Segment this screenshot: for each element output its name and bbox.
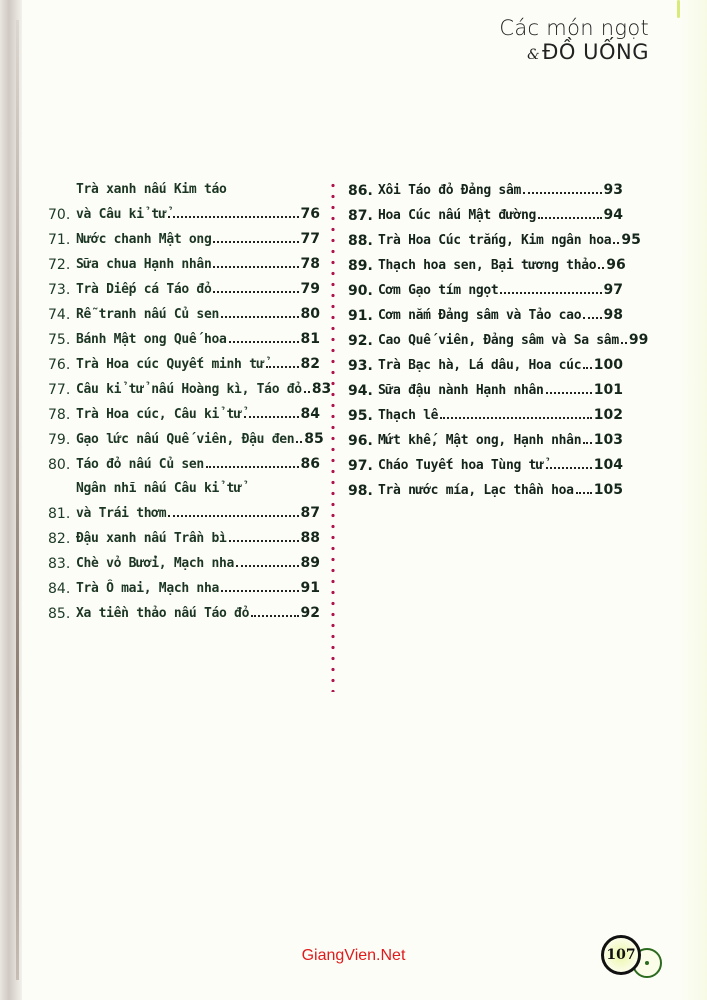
toc-entry-line bbox=[378, 328, 648, 353]
corner-mark bbox=[677, 0, 680, 18]
toc-entry-page-number: 81 bbox=[300, 331, 320, 347]
toc-entry-page-number: 92 bbox=[300, 605, 320, 621]
toc-entry-number: 92. bbox=[348, 333, 373, 349]
toc-entry-title: Chè vỏ Bưởi, Mạch nha bbox=[76, 556, 235, 571]
toc-entry-line bbox=[76, 402, 320, 427]
toc-entry-title: Thạch hoa sen, Bại tương thảo bbox=[378, 258, 597, 273]
toc-entry-title: và Trái thơm bbox=[76, 506, 167, 521]
toc-entry-title: Trà Diếp cá Táo đỏ bbox=[76, 282, 212, 297]
toc-entry-body bbox=[378, 303, 623, 328]
toc-entry-body bbox=[76, 277, 320, 302]
toc-entry-body bbox=[378, 428, 623, 453]
toc-entry-page-number: 87 bbox=[300, 505, 320, 521]
toc-entry[interactable] bbox=[48, 576, 320, 601]
toc-entry-number: 87. bbox=[348, 208, 373, 224]
toc-entry-number: 85. bbox=[48, 606, 71, 622]
toc-entry[interactable] bbox=[48, 252, 320, 277]
toc-entry-title: Bánh Mật ong Quế hoa bbox=[76, 332, 227, 347]
toc-entry-page-number: 96 bbox=[606, 257, 626, 273]
dot-leader bbox=[440, 417, 592, 419]
dot-leader bbox=[296, 441, 302, 443]
toc-entry-title: Xôi Táo đỏ Đảng sâm bbox=[378, 183, 522, 198]
toc-entry-title: Trà Hoa Cúc trắng, Kim ngân hoa bbox=[378, 233, 612, 248]
dot-leader bbox=[546, 467, 592, 469]
toc-entry[interactable] bbox=[48, 302, 320, 327]
dot-leader bbox=[168, 216, 298, 218]
dot-leader bbox=[304, 391, 310, 393]
toc-entry[interactable] bbox=[348, 203, 623, 228]
toc-entry-number: 86. bbox=[348, 183, 373, 199]
toc-entry-page-number: 103 bbox=[593, 432, 623, 448]
toc-entry-body bbox=[378, 478, 623, 503]
toc-entry-line bbox=[378, 203, 623, 228]
toc-entry[interactable] bbox=[48, 352, 320, 377]
toc-entry-body bbox=[76, 576, 320, 601]
toc-entry-number: 72. bbox=[48, 257, 71, 273]
dot-leader bbox=[500, 292, 601, 294]
toc-entry-title: Rễ tranh nấu Củ sen bbox=[76, 307, 220, 322]
header-ampersand: & bbox=[527, 47, 541, 63]
header-title-line2-text: ĐỒ UỐNG bbox=[542, 40, 649, 64]
dot-leader bbox=[229, 540, 299, 542]
toc-entry-body bbox=[76, 352, 320, 377]
toc-entry-body bbox=[76, 402, 320, 427]
toc-entry-title: Cháo Tuyết hoa Tùng tử bbox=[378, 458, 544, 473]
toc-entry-page-number: 85 bbox=[304, 431, 324, 447]
toc-entry-body bbox=[378, 403, 623, 428]
dot-leader bbox=[213, 241, 298, 243]
toc-entry-title: Ngân nhĩ nấu Câu kỉ tử bbox=[76, 481, 242, 496]
toc-entry-line bbox=[378, 253, 626, 278]
toc-entry-line bbox=[76, 227, 320, 252]
toc-entry-line bbox=[378, 228, 641, 253]
toc-entry-page-number: 80 bbox=[300, 306, 320, 322]
toc-entry-body bbox=[378, 278, 623, 303]
toc-entry-number: 89. bbox=[348, 258, 373, 274]
toc-entry-body bbox=[76, 252, 320, 277]
toc-entry[interactable] bbox=[48, 178, 320, 227]
toc-entry[interactable] bbox=[48, 601, 320, 626]
toc-entry-page-number: 89 bbox=[300, 555, 320, 571]
toc-entry-number: 78. bbox=[48, 407, 71, 423]
toc-entry-body bbox=[378, 253, 626, 278]
toc-entry-title: Xa tiền thảo nấu Táo đỏ bbox=[76, 606, 250, 621]
toc-entry-page-number: 79 bbox=[300, 281, 320, 297]
dot-leader bbox=[613, 242, 619, 244]
toc-entry-line bbox=[378, 303, 623, 328]
toc-entry-body bbox=[76, 551, 320, 576]
toc-entry-body bbox=[76, 227, 320, 252]
toc-entry-number: 88. bbox=[348, 233, 373, 249]
toc-entry-page-number: 77 bbox=[300, 231, 320, 247]
toc-entry-page-number: 91 bbox=[300, 580, 320, 596]
dot-leader bbox=[576, 492, 592, 494]
toc-entry-number: 82. bbox=[48, 531, 71, 547]
toc-entry-line bbox=[76, 352, 320, 377]
header-title-line1: Các món ngọt bbox=[499, 16, 649, 40]
toc-entry-title: Nước chanh Mật ong bbox=[76, 232, 212, 247]
toc-entry-title: Thạch lê bbox=[378, 408, 439, 423]
toc-entry[interactable] bbox=[48, 377, 332, 402]
toc-entry-title: Đậu xanh nấu Trần bì bbox=[76, 531, 227, 546]
toc-entry-line bbox=[76, 277, 320, 302]
dot-leader bbox=[213, 291, 298, 293]
toc-entry-number: 77. bbox=[48, 382, 71, 398]
toc-entry-page-number: 102 bbox=[593, 407, 623, 423]
toc-entry-page-number: 104 bbox=[593, 457, 623, 473]
toc-entry-title: Trà Bạc hà, Lá dâu, Hoa cúc bbox=[378, 358, 582, 373]
toc-entry-number: 73. bbox=[48, 282, 71, 298]
toc-entry[interactable] bbox=[48, 452, 320, 477]
toc-entry[interactable] bbox=[48, 227, 320, 252]
toc-entry-number: 98. bbox=[348, 483, 373, 499]
toc-entry-title: Trà Ô mai, Mạch nha bbox=[76, 581, 220, 596]
toc-entry-page-number: 99 bbox=[628, 332, 649, 348]
toc-entry[interactable] bbox=[48, 477, 320, 526]
toc-entry-title: Sữa đậu nành Hạnh nhân bbox=[378, 383, 544, 398]
toc-entry[interactable] bbox=[348, 453, 623, 478]
toc-entry-number: 96. bbox=[348, 433, 373, 449]
toc-entry-body bbox=[76, 427, 324, 452]
toc-entry-title: Trà Hoa cúc Quyết minh tử bbox=[76, 357, 265, 372]
toc-entry[interactable] bbox=[348, 178, 623, 203]
toc-entry-page-number: 83 bbox=[311, 381, 332, 397]
toc-entry-body bbox=[76, 601, 320, 626]
toc-entry-title: Trà xanh nấu Kim táo bbox=[76, 182, 227, 197]
toc-entry-number: 71. bbox=[48, 232, 71, 248]
dot-leader bbox=[583, 367, 592, 369]
dot-leader bbox=[583, 442, 592, 444]
toc-entry-number: 95. bbox=[348, 408, 373, 424]
toc-entry[interactable] bbox=[348, 428, 623, 453]
toc-entry[interactable] bbox=[48, 327, 320, 352]
dot-leader bbox=[598, 267, 604, 269]
toc-entry[interactable] bbox=[348, 378, 623, 403]
toc-entry-line bbox=[76, 178, 320, 202]
toc-entry-title: Mứt khế, Mật ong, Hạnh nhân bbox=[378, 433, 582, 448]
toc-entry-line bbox=[76, 551, 320, 576]
toc-entry-number: 81. bbox=[48, 506, 71, 522]
toc-entry[interactable] bbox=[48, 402, 320, 427]
toc-entry[interactable] bbox=[48, 427, 324, 452]
toc-entry-page-number: 101 bbox=[593, 382, 623, 398]
toc-entry-title: Cơm nắm Đảng sâm và Tảo cao bbox=[378, 308, 582, 323]
toc-entry[interactable] bbox=[348, 253, 626, 278]
toc-entry[interactable] bbox=[348, 278, 623, 303]
toc-entry-page-number: 105 bbox=[593, 482, 623, 498]
toc-entry-number: 93. bbox=[348, 358, 373, 374]
toc-entry-body bbox=[378, 328, 648, 353]
toc-entry-body bbox=[76, 477, 320, 526]
toc-entry-line bbox=[76, 452, 320, 477]
toc-entry-body bbox=[378, 353, 623, 378]
toc-entry-title: Trà Hoa cúc, Câu kỉ tử bbox=[76, 407, 242, 422]
dot-leader bbox=[221, 316, 299, 318]
toc-entry-page-number: 93 bbox=[603, 182, 623, 198]
toc-entry-title: và Câu kỉ tử bbox=[76, 207, 167, 222]
toc-entry-body bbox=[76, 526, 320, 551]
toc-entry-page-number: 95 bbox=[621, 232, 641, 248]
toc-entry[interactable] bbox=[48, 277, 320, 302]
dot-leader bbox=[206, 466, 299, 468]
watermark-text: GiangVien.Net bbox=[301, 947, 406, 964]
dot-leader bbox=[523, 192, 602, 194]
toc-entry-line bbox=[76, 252, 320, 277]
dot-leader bbox=[229, 341, 299, 343]
toc-entry-page-number: 86 bbox=[300, 456, 320, 472]
toc-entry-line bbox=[378, 378, 623, 403]
toc-entry-line bbox=[76, 526, 320, 551]
toc-entry-title: Gạo lức nấu Quế viên, Đậu đen bbox=[76, 432, 295, 447]
page-number-badge: 107 bbox=[601, 935, 641, 975]
toc-entry-line bbox=[378, 478, 623, 503]
toc-entry-page-number: 97 bbox=[603, 282, 623, 298]
page-edge-tint bbox=[677, 0, 707, 1000]
toc-entry-title: Trà nước mía, Lạc thần hoa bbox=[378, 483, 574, 498]
spine-edge bbox=[16, 20, 19, 980]
toc-entry-number: 94. bbox=[348, 383, 373, 399]
toc-entry-line bbox=[76, 576, 320, 601]
toc-entry-line bbox=[378, 428, 623, 453]
toc-entry-line bbox=[378, 453, 623, 478]
toc-entry-body bbox=[76, 452, 320, 477]
toc-entry-line bbox=[378, 403, 623, 428]
toc-left-column bbox=[48, 178, 332, 626]
toc-entry-page-number: 100 bbox=[593, 357, 623, 373]
toc-entry-title: Sữa chua Hạnh nhân bbox=[76, 257, 212, 272]
toc-entry-body bbox=[76, 178, 320, 227]
toc-entry-body bbox=[378, 453, 623, 478]
toc-entry-line bbox=[76, 477, 320, 501]
toc-entry-line bbox=[378, 353, 623, 378]
toc-entry-number: 79. bbox=[48, 432, 71, 448]
toc-entry[interactable] bbox=[348, 403, 623, 428]
toc-entry-title: Hoa Cúc nấu Mật đường bbox=[378, 208, 537, 223]
dot-leader bbox=[236, 565, 298, 567]
toc-entry-page-number: 76 bbox=[300, 206, 320, 222]
toc-entry-body bbox=[378, 178, 623, 203]
toc-entry[interactable] bbox=[348, 328, 649, 353]
toc-entry[interactable] bbox=[348, 353, 623, 378]
toc-entry-page-number: 94 bbox=[603, 207, 623, 223]
toc-entry-number: 70. bbox=[48, 207, 71, 223]
dot-leader bbox=[583, 317, 601, 319]
toc-entry-line bbox=[76, 202, 320, 227]
toc-entry-page-number: 78 bbox=[300, 256, 320, 272]
toc-entry-line bbox=[76, 427, 324, 452]
dot-leader bbox=[621, 342, 627, 344]
dot-leader bbox=[546, 392, 592, 394]
toc-entry-number: 97. bbox=[348, 458, 373, 474]
toc-entry-page-number: 88 bbox=[300, 530, 320, 546]
toc-entry-body bbox=[378, 228, 641, 253]
toc-entry-page-number: 82 bbox=[300, 356, 320, 372]
toc-entry-body bbox=[76, 302, 320, 327]
toc-entry-body bbox=[76, 327, 320, 352]
toc-entry[interactable] bbox=[348, 228, 641, 253]
toc-entry-body bbox=[76, 377, 331, 402]
toc-entry-number: 90. bbox=[348, 283, 373, 299]
toc-entry-number: 74. bbox=[48, 307, 71, 323]
dot-leader bbox=[266, 366, 298, 368]
dot-leader bbox=[251, 615, 298, 617]
dot-leader bbox=[538, 217, 601, 219]
toc-entry-line bbox=[378, 278, 623, 303]
toc-entry-number: 83. bbox=[48, 556, 71, 572]
dotted-column-divider bbox=[331, 180, 335, 692]
toc-entry-page-number: 84 bbox=[300, 406, 320, 422]
toc-entry-body bbox=[378, 203, 623, 228]
toc-entry-title: Câu kỉ tử nấu Hoàng kì, Táo đỏ bbox=[76, 382, 302, 397]
toc-entry-line bbox=[76, 302, 320, 327]
toc-entry[interactable] bbox=[48, 526, 320, 551]
dot-leader bbox=[213, 266, 298, 268]
toc-entry-body bbox=[378, 378, 623, 403]
toc-entry[interactable] bbox=[348, 303, 623, 328]
toc-entry-line bbox=[76, 327, 320, 352]
toc-right-column bbox=[348, 178, 649, 503]
dot-leader bbox=[244, 416, 299, 418]
toc-entry[interactable] bbox=[48, 551, 320, 576]
toc-entry-number: 80. bbox=[48, 457, 71, 473]
toc-entry-title: Cơm Gạo tím ngọt bbox=[378, 283, 499, 298]
toc-entry-line bbox=[378, 178, 623, 203]
toc-entry-page-number: 98 bbox=[603, 307, 623, 323]
dot-leader bbox=[168, 515, 298, 517]
toc-entry-number: 91. bbox=[348, 308, 373, 324]
toc-entry-line bbox=[76, 601, 320, 626]
toc-entry-line bbox=[76, 501, 320, 526]
header-title-line2 bbox=[499, 40, 649, 67]
running-header bbox=[499, 16, 649, 67]
toc-entry-number: 84. bbox=[48, 581, 71, 597]
toc-entry-title: Cao Quế viên, Đảng sâm và Sa sâm bbox=[378, 333, 619, 348]
toc-entry-title: Táo đỏ nấu Củ sen bbox=[76, 457, 204, 472]
toc-entry-number: 75. bbox=[48, 332, 71, 348]
toc-entry[interactable] bbox=[348, 478, 623, 503]
toc-entry-line bbox=[76, 377, 331, 402]
toc-entry-number: 76. bbox=[48, 357, 71, 373]
dot-leader bbox=[221, 590, 299, 592]
